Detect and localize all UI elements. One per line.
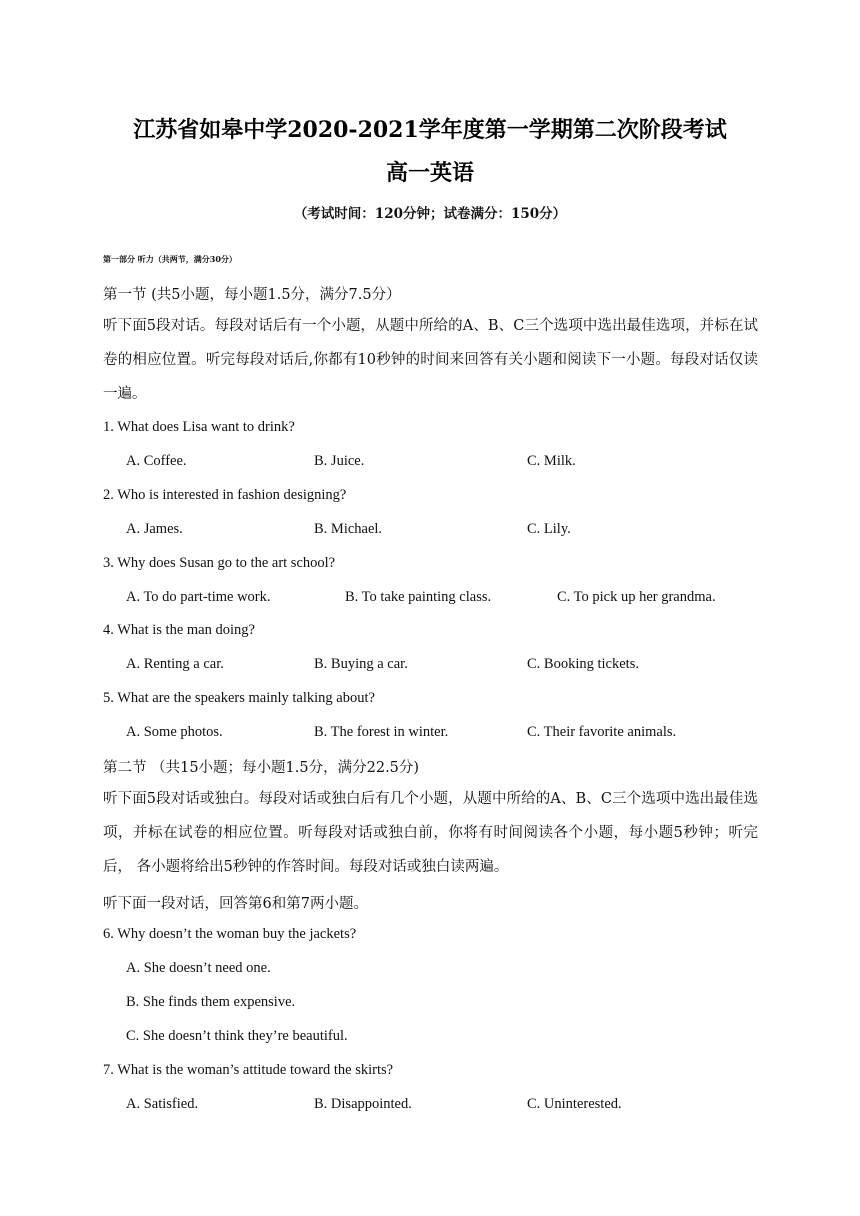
question-stem: 2. Who is interested in fashion designing?	[103, 487, 347, 503]
option-c: C. Their favorite animals.	[527, 724, 677, 740]
option-b: B. Juice.	[314, 453, 365, 469]
option-c: C. She doesn’t think they’re beautiful.	[126, 1028, 348, 1044]
option-c: C. To pick up her grandma.	[557, 589, 716, 605]
option-b: B. Buying a car.	[314, 656, 408, 672]
exam-info: （考试时间：120分钟；试卷满分：150分）	[293, 206, 567, 222]
option-a: A. Renting a car.	[126, 656, 224, 672]
question-stem: 5. What are the speakers mainly talking about?	[103, 690, 375, 706]
dialog-note: 听下面一段对话，回答第6和第7两小题。	[103, 896, 368, 912]
section2-instructions: 听下面5段对话或独白。每段对话或独白后有几个小题，从题中所给的A、B、C三个选项中选出最佳选项，并标在试卷的相应位置。听每段对话或独白前，你将有时间阅读各个小题，每小题5秒钟；听完后， 各小题将给出5秒钟的作答时间。每段对话或独白读两遍。	[103, 791, 758, 875]
question-stem: 3. Why does Susan go to the art school?	[103, 555, 336, 571]
option-a: A. She doesn’t need one.	[126, 960, 271, 976]
question-stem: 4. What is the man doing?	[103, 622, 255, 638]
option-a: A. Coffee.	[126, 453, 187, 469]
part1-heading: 第一部分 听力（共两节，满分30分）	[103, 254, 237, 264]
section1-heading: 第一节 (共5小题，每小题1.5分，满分7.5分）	[103, 287, 401, 303]
section2-heading: 第二节 （共15小题；每小题1.5分，满分22.5分)	[103, 760, 420, 776]
subject-title: 高一英语	[385, 160, 474, 186]
option-b: B. To take painting class.	[345, 589, 492, 605]
option-b: B. The forest in winter.	[314, 724, 449, 740]
option-a: A. To do part-time work.	[126, 589, 271, 605]
option-c: C. Booking tickets.	[527, 656, 639, 672]
question-stem: 7. What is the woman’s attitude toward the skirts?	[103, 1062, 394, 1078]
option-b: B. Disappointed.	[314, 1096, 412, 1112]
option-a: A. Some photos.	[126, 724, 223, 740]
option-c: C. Lily.	[527, 521, 571, 537]
option-b: B. She finds them expensive.	[126, 994, 296, 1010]
option-a: A. Satisfied.	[126, 1096, 199, 1112]
exam-title: 江苏省如皋中学2020-2021学年度第一学期第二次阶段考试	[133, 117, 727, 143]
option-c: C. Milk.	[527, 453, 576, 469]
section1-instructions: 听下面5段对话。每段对话后有一个小题，从题中所给的A、B、C三个选项中选出最佳选项，并标在试卷的相应位置。听完每段对话后,你都有10秒钟的时间来回答有关小题和阅读下一小题。每段对话仅读一遍。	[103, 318, 758, 402]
option-c: C. Uninterested.	[527, 1096, 622, 1112]
question-stem: 1. What does Lisa want to drink?	[103, 419, 295, 435]
option-a: A. James.	[126, 521, 183, 537]
question-stem: 6. Why doesn’t the woman buy the jackets?	[103, 926, 357, 942]
option-b: B. Michael.	[314, 521, 383, 537]
